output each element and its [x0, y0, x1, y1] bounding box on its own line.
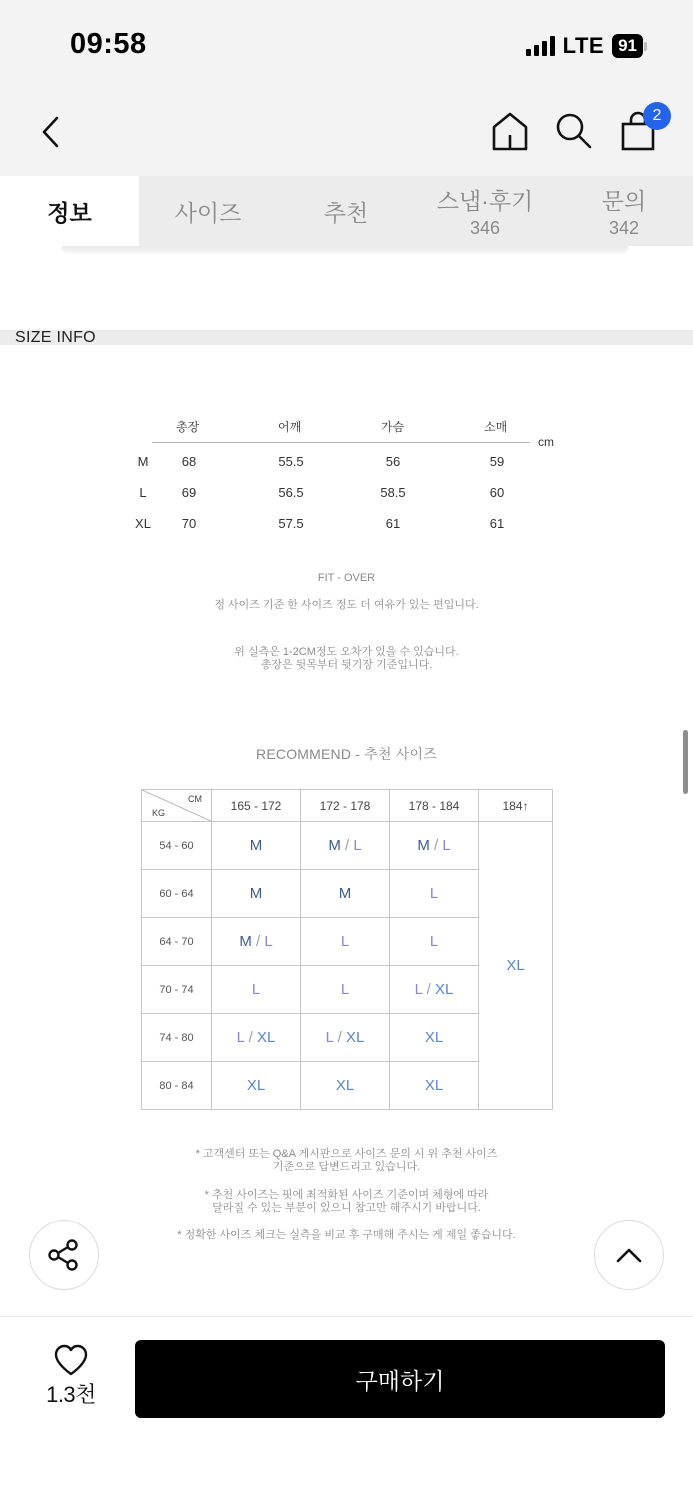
- share-button[interactable]: [29, 1220, 99, 1290]
- back-button[interactable]: [36, 112, 68, 152]
- chevron-left-icon: [36, 112, 68, 152]
- network-type: LTE: [562, 33, 605, 58]
- rec-cell: L: [212, 966, 301, 1014]
- tab-snap-reviews[interactable]: [415, 176, 555, 246]
- corner-cm: CM: [188, 794, 202, 804]
- column-header: 총장: [176, 420, 200, 434]
- search-button[interactable]: [553, 108, 595, 154]
- cell: 60: [489, 485, 505, 500]
- like-button[interactable]: [36, 1344, 106, 1414]
- measure-note: 총장은 뒷목부터 뒷기장 기준입니다.: [260, 659, 433, 671]
- recommend-table: [141, 789, 553, 1110]
- rec-cell: XL: [212, 1062, 301, 1110]
- tab-label: 스냅·후기: [436, 188, 534, 214]
- column-header: 가슴: [381, 420, 405, 434]
- rec-cell: L: [390, 870, 479, 918]
- share-icon: [46, 1237, 82, 1273]
- tab-bar-shadow: [62, 246, 628, 254]
- unit-label: cm: [538, 435, 554, 449]
- home-button[interactable]: [489, 108, 531, 154]
- footnote: * 추천 사이즈는 핏에 최적화된 사이즈 기준이며 체형에 따라: [204, 1189, 489, 1201]
- heart-icon: [53, 1344, 89, 1376]
- tab-label: 문의: [601, 188, 647, 214]
- rec-cell: M / L: [212, 918, 301, 966]
- home-icon: [491, 111, 529, 151]
- scrollbar[interactable]: [683, 730, 688, 794]
- tab-label: 추천: [323, 199, 369, 226]
- footnote: 달라질 수 있는 부분이 있으니 참고만 해주시기 바랍니다.: [212, 1202, 481, 1214]
- like-count: 1.3천: [46, 1382, 96, 1407]
- height-column-header: 172 - 178: [301, 790, 390, 822]
- buy-button[interactable]: 구매하기: [135, 1340, 665, 1418]
- height-column-header: 165 - 172: [212, 790, 301, 822]
- signal-icon: [526, 36, 555, 56]
- cell: 57.5: [278, 516, 304, 531]
- size-info-title: SIZE INFO: [15, 329, 96, 346]
- recommend-title: RECOMMEND - 추천 사이즈: [256, 746, 437, 762]
- rec-cell: M: [212, 822, 301, 870]
- height-column-header: 178 - 184: [390, 790, 479, 822]
- cell: 70: [181, 516, 197, 531]
- rec-cell: XL: [390, 1014, 479, 1062]
- table-row: [142, 822, 553, 870]
- cell: 59: [489, 454, 505, 469]
- tab-info[interactable]: [0, 176, 139, 246]
- battery-level: 91: [612, 34, 643, 58]
- rec-cell: XL: [301, 1062, 390, 1110]
- rec-cell: L: [301, 966, 390, 1014]
- chevron-up-icon: [614, 1245, 644, 1265]
- tab-inquiry[interactable]: [555, 176, 693, 246]
- bottom-bar-divider: [0, 1316, 693, 1317]
- row-size: L: [139, 485, 147, 500]
- measure-note: 위 실측은 1-2CM정도 오차가 있을 수 있습니다.: [234, 646, 459, 658]
- weight-row-header: 54 - 60: [142, 822, 212, 870]
- row-size: XL: [135, 516, 151, 531]
- rec-cell: L / XL: [212, 1014, 301, 1062]
- nav-actions: [489, 107, 662, 154]
- rec-cell: L: [390, 918, 479, 966]
- search-icon: [555, 112, 593, 150]
- rec-cell: M / L: [301, 822, 390, 870]
- rec-cell: M: [212, 870, 301, 918]
- rec-cell: M: [301, 870, 390, 918]
- footnote: * 정확한 사이즈 체크는 실측을 비교 후 구매해 주시는 게 제일 좋습니다.: [177, 1229, 516, 1241]
- nav-header: [0, 88, 693, 176]
- tab-count: 346: [469, 218, 501, 238]
- rec-cell: L / XL: [390, 966, 479, 1014]
- rec-cell-tall: XL: [479, 822, 553, 1110]
- footnote: 기준으로 답변드리고 있습니다.: [272, 1161, 421, 1173]
- cell: 68: [181, 454, 197, 469]
- rec-cell: M / L: [390, 822, 479, 870]
- corner-cell: [142, 790, 212, 822]
- cell: 58.5: [380, 485, 406, 500]
- cell: 69: [181, 485, 197, 500]
- cell: 55.5: [278, 454, 304, 469]
- status-bar: [0, 0, 693, 88]
- weight-row-header: 70 - 74: [142, 966, 212, 1014]
- footnote: * 고객센터 또는 Q&A 게시판으로 사이즈 문의 시 위 추천 사이즈: [195, 1148, 498, 1160]
- rec-cell: L / XL: [301, 1014, 390, 1062]
- fit-label: FIT - OVER: [317, 572, 376, 584]
- size-info-band: [0, 330, 693, 345]
- column-header: 소매: [484, 420, 508, 434]
- weight-row-header: 74 - 80: [142, 1014, 212, 1062]
- row-size: M: [137, 454, 149, 469]
- height-column-header: 184↑: [479, 790, 553, 822]
- weight-row-header: 60 - 64: [142, 870, 212, 918]
- cell: 56: [385, 454, 401, 469]
- tab-recommend[interactable]: [277, 176, 415, 246]
- cell: 56.5: [278, 485, 304, 500]
- fit-description: 정 사이즈 기준 한 사이즈 정도 더 여유가 있는 편입니다.: [214, 599, 479, 611]
- battery-icon: [612, 34, 647, 58]
- status-time: 09:58: [70, 28, 147, 60]
- tab-label: 정보: [47, 199, 92, 226]
- cart-button[interactable]: [617, 107, 662, 154]
- product-tabs: [0, 176, 693, 246]
- column-header: 어깨: [278, 420, 302, 434]
- header-divider: [152, 442, 530, 443]
- weight-row-header: 80 - 84: [142, 1062, 212, 1110]
- weight-row-header: 64 - 70: [142, 918, 212, 966]
- cell: 61: [385, 516, 401, 531]
- cell: 61: [489, 516, 505, 531]
- status-indicators: [526, 33, 647, 59]
- rec-cell: L: [301, 918, 390, 966]
- tab-count: 342: [608, 218, 640, 238]
- scroll-to-top-button[interactable]: [594, 1220, 664, 1290]
- tab-label: 사이즈: [174, 199, 242, 226]
- tab-size[interactable]: [139, 176, 277, 246]
- rec-cell: XL: [390, 1062, 479, 1110]
- cart-badge: 2: [643, 102, 671, 130]
- corner-kg: KG: [152, 808, 166, 818]
